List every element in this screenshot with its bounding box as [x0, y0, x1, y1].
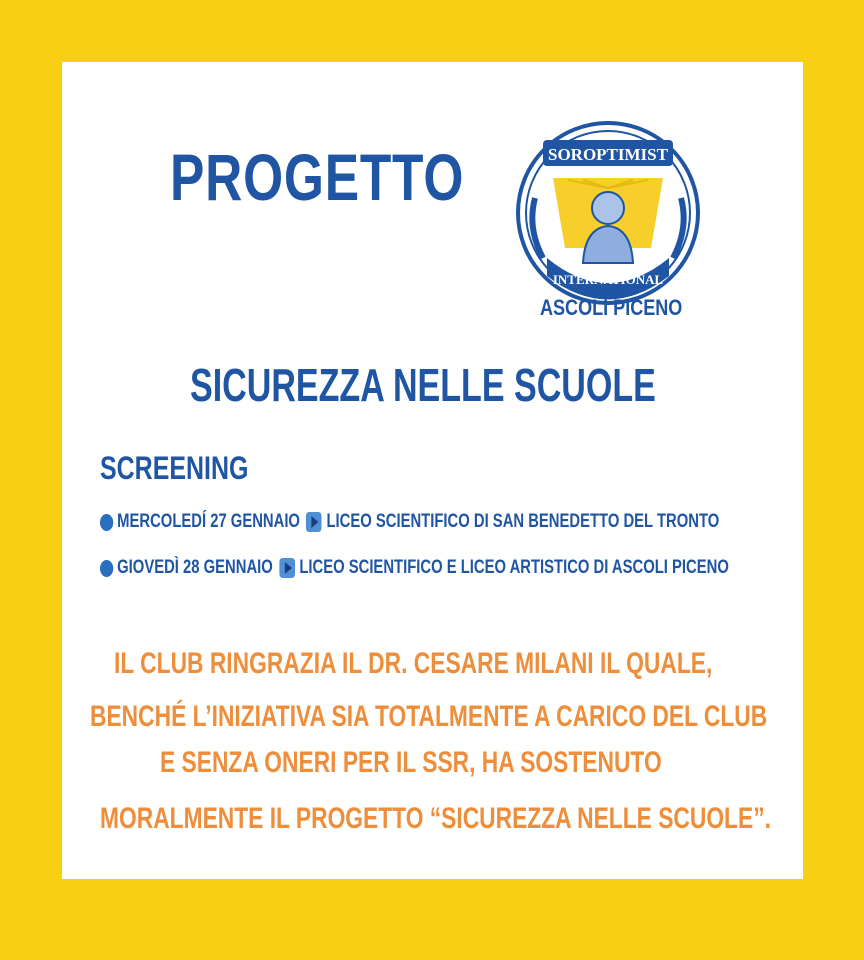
screening-label: SCREENING — [100, 450, 249, 486]
poster-title: PROGETTO — [170, 140, 465, 214]
event-item — [100, 510, 864, 534]
logo-bottom-text: INTERNATIONAL — [552, 272, 664, 287]
club-name: ASCOLI PICENO — [540, 295, 683, 320]
bullet-dot-icon — [100, 514, 113, 531]
thanks-line: IL CLUB RINGRAZIA IL DR. CESARE MILANI IL QUALE, — [114, 647, 713, 680]
bullet-dot-icon — [100, 560, 113, 577]
thanks-line: E SENZA ONERI PER IL SSR, HA SOSTENUTO — [160, 746, 662, 779]
project-headline: SICUREZZA NELLE SCUOLE — [190, 359, 656, 411]
play-arrow-icon — [306, 512, 322, 532]
thanks-line: MORALMENTE IL PROGETTO “SICUREZZA NELLE SCUOLE”. — [100, 802, 771, 835]
event-place: LICEO SCIENTIFICO DI SAN BENEDETTO DEL TRONTO — [326, 511, 720, 532]
soroptimist-logo — [513, 118, 703, 308]
event-date: MERCOLEDÍ 27 GENNAIO — [117, 511, 300, 532]
event-date: GIOVEDÌ 28 GENNAIO — [117, 557, 273, 578]
event-item — [100, 556, 864, 580]
play-arrow-icon — [279, 558, 295, 578]
logo-top-text: SOROPTIMIST — [548, 145, 668, 164]
event-place: LICEO SCIENTIFICO E LICEO ARTISTICO DI ASCOLI PICENO — [299, 557, 729, 578]
poster-card — [62, 62, 803, 879]
thanks-line: BENCHÉ L’INIZIATIVA SIA TOTALMENTE A CARICO DEL CLUB — [90, 700, 768, 733]
